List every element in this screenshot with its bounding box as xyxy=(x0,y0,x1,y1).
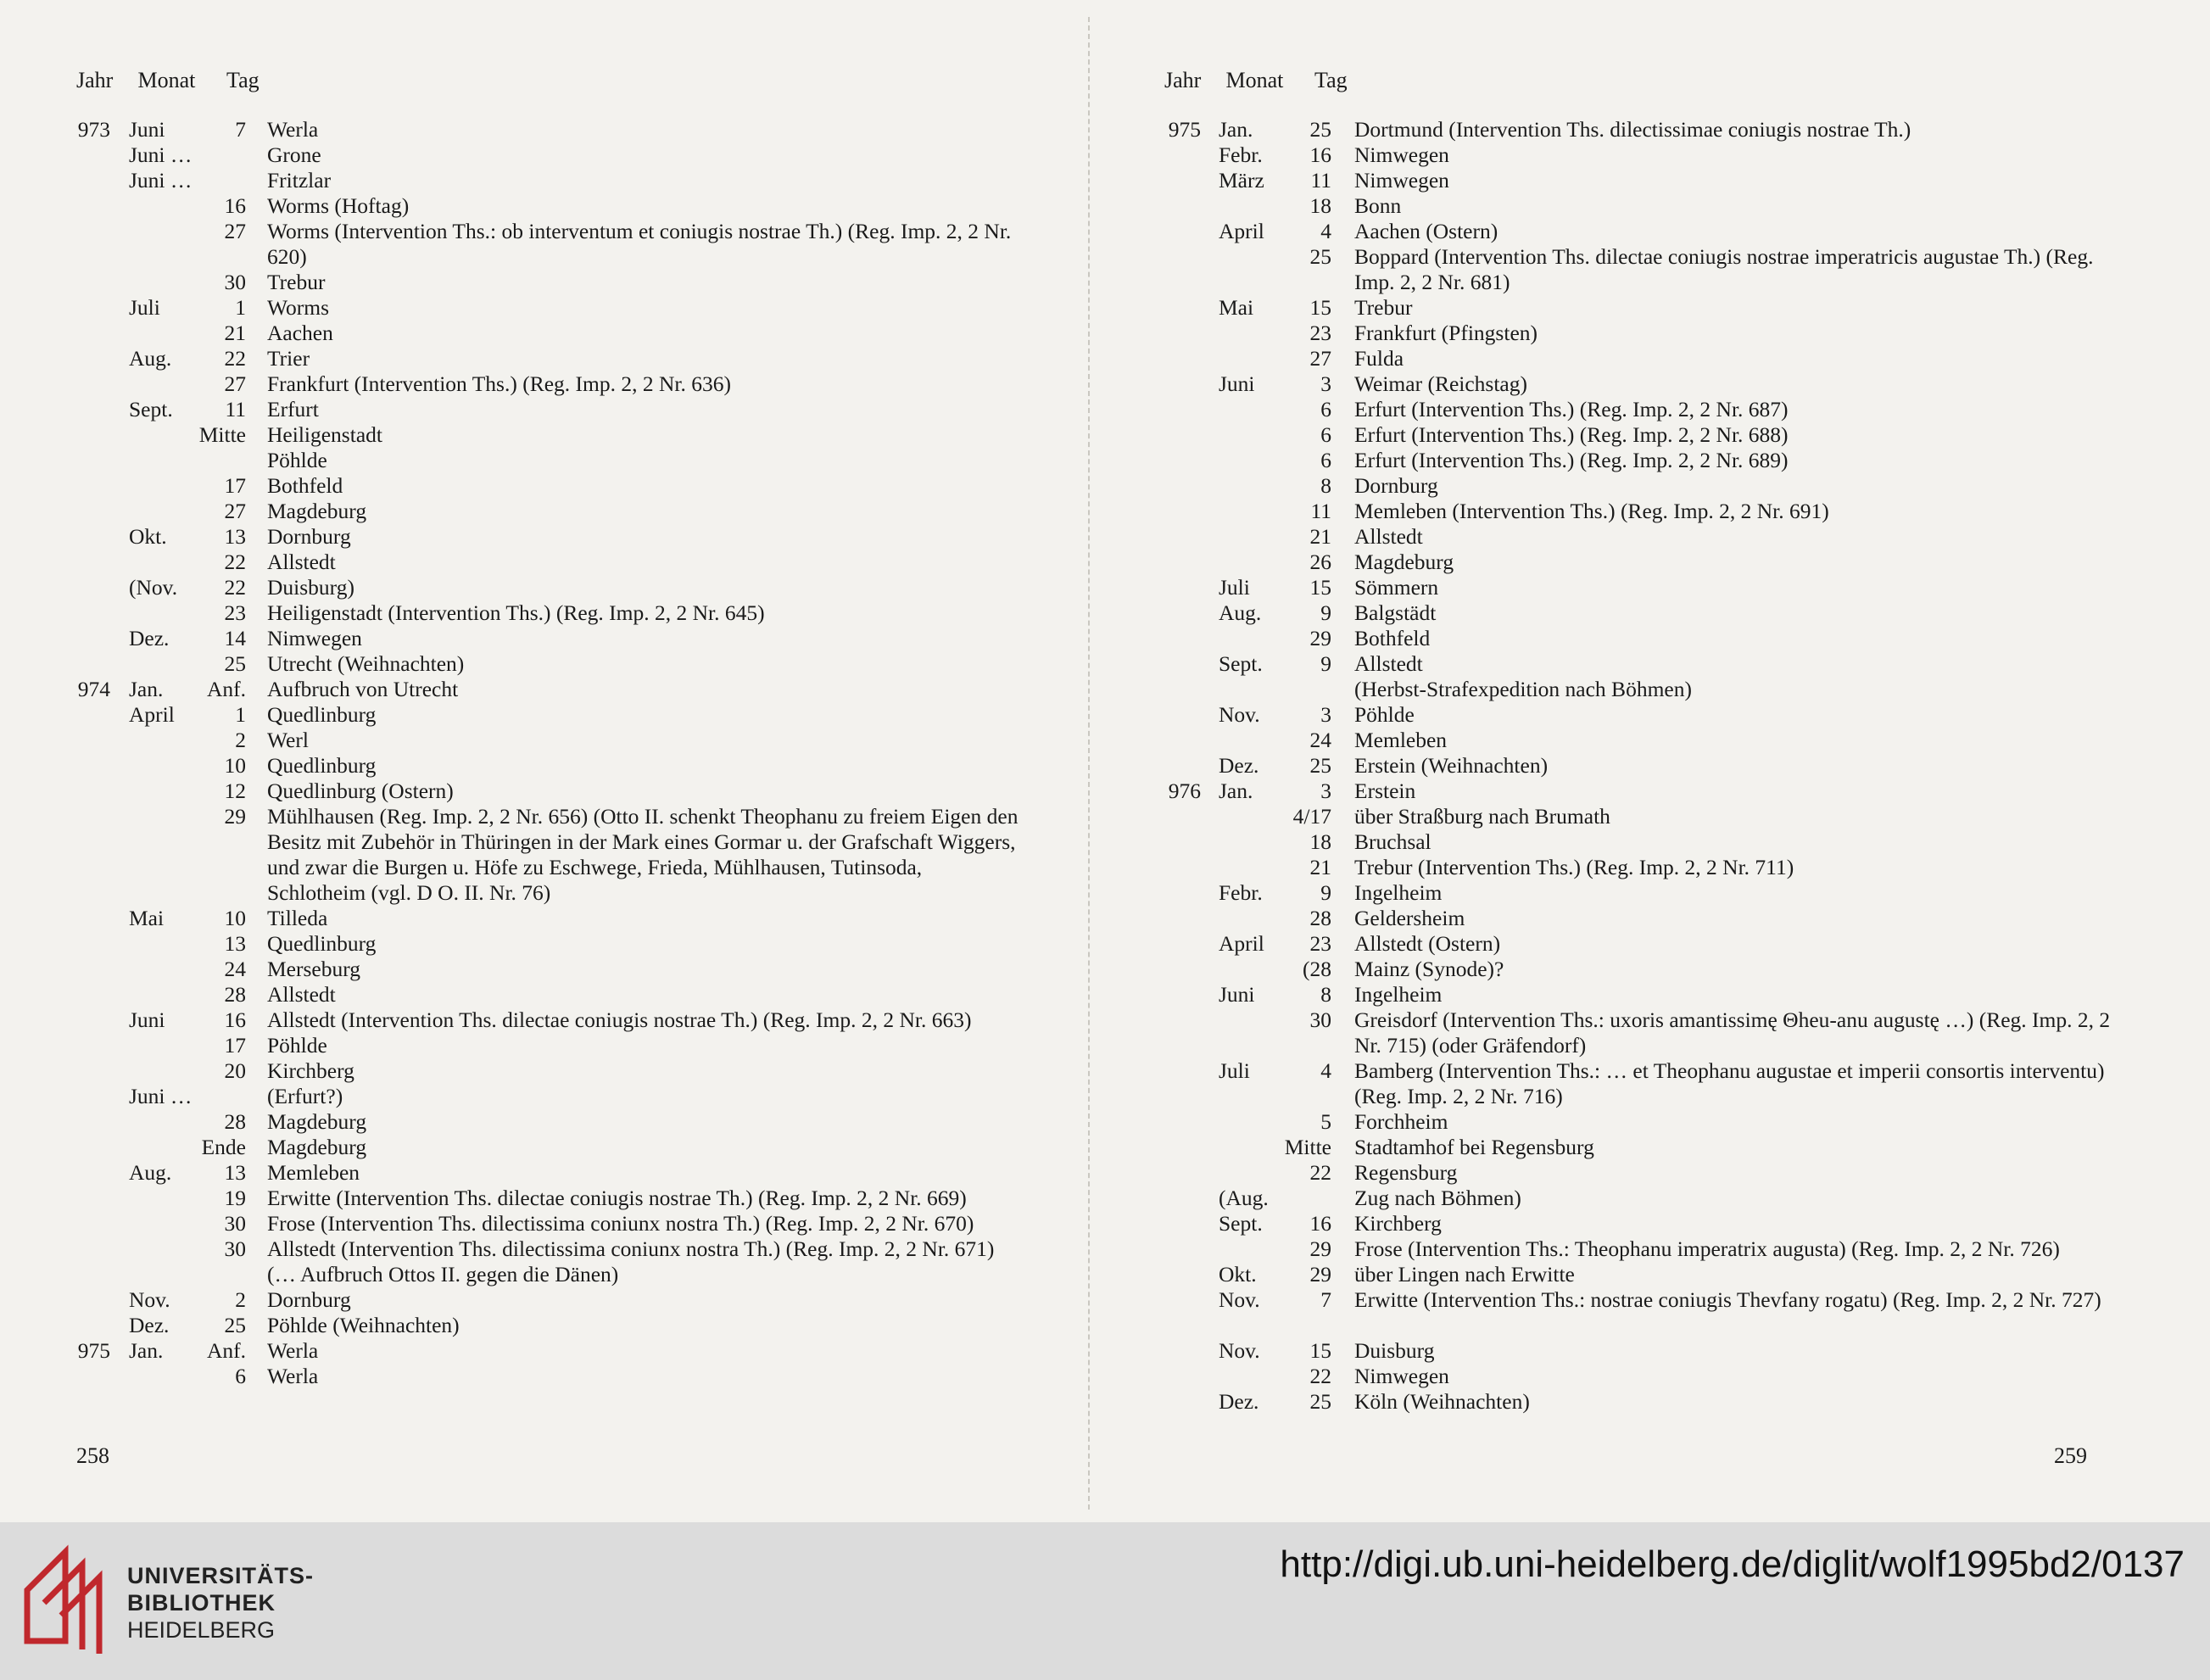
cell-entry: Pöhlde xyxy=(1354,702,1415,727)
cell-entry: Boppard (Intervention Ths. dilectae coniugis nostrae imperatricis augustae Th.) (Reg. Imp. 2, 2 Nr. 681) xyxy=(1354,244,2094,294)
cell-tag: 21 xyxy=(1309,524,1331,549)
cell-entry: Geldersheim xyxy=(1354,906,1465,930)
cell-entry: Allstedt xyxy=(267,982,336,1007)
cell-tag: 26 xyxy=(1309,550,1331,574)
page-gutter xyxy=(1088,17,1090,1510)
cell-monat: Dez. xyxy=(1219,753,1259,778)
cell-entry: Nimwegen xyxy=(267,626,362,650)
cell-entry: Pöhlde xyxy=(267,448,327,472)
cell-tag: 25 xyxy=(1309,244,1331,269)
cell-tag: 16 xyxy=(224,1007,246,1032)
cell-monat: Dez. xyxy=(1219,1389,1259,1414)
cell-entry: Kirchberg xyxy=(1354,1211,1442,1236)
cell-tag: Ende xyxy=(201,1135,246,1159)
cell-entry: (Erfurt?) xyxy=(267,1084,343,1108)
cell-tag: 13 xyxy=(224,931,246,956)
cell-entry: Erfurt (Intervention Ths.) (Reg. Imp. 2, 2 Nr. 689) xyxy=(1354,448,1789,472)
cell-jahr: 975 xyxy=(77,1338,110,1363)
cell-tag: 13 xyxy=(224,524,246,549)
cell-entry: Weimar (Reichstag) xyxy=(1354,371,1527,396)
cell-monat: Sept. xyxy=(1219,1211,1263,1236)
cell-monat: Nov. xyxy=(129,1287,170,1312)
cell-tag: 7 xyxy=(1320,1287,1331,1312)
cell-entry: Fulda xyxy=(1354,346,1404,371)
cell-entry: Heiligenstadt (Intervention Ths.) (Reg. Imp. 2, 2 Nr. 645) xyxy=(267,600,765,625)
cell-tag: 9 xyxy=(1320,651,1331,676)
cell-entry: Werla xyxy=(267,1338,319,1363)
cell-entry: Trebur (Intervention Ths.) (Reg. Imp. 2, 2 Nr. 711) xyxy=(1354,855,1794,879)
cell-entry: Magdeburg xyxy=(267,1109,367,1134)
cell-entry: Frose (Intervention Ths.: Theophanu imperatrix augusta) (Reg. Imp. 2, 2 Nr. 726) xyxy=(1354,1236,2060,1261)
cell-entry: Erwitte (Intervention Ths.: nostrae coniugis Thevfany rogatu) (Reg. Imp. 2, 2 Nr. 727) xyxy=(1354,1287,2101,1312)
cell-tag: 23 xyxy=(1309,321,1331,345)
cell-tag: 16 xyxy=(1309,1211,1331,1236)
cell-tag: 20 xyxy=(224,1058,246,1083)
cell-tag: 13 xyxy=(224,1160,246,1185)
cell-tag: 25 xyxy=(1309,753,1331,778)
cell-entry: Duisburg) xyxy=(267,575,354,600)
cell-entry: Bamberg (Intervention Ths.: … et Theophanu augustae et imperii consortis interventu) (Reg. Imp. 2, 2 Nr. 716) xyxy=(1354,1058,2105,1108)
cell-tag: 15 xyxy=(1309,295,1331,320)
cell-monat: Juni … xyxy=(129,1084,193,1108)
cell-tag: 28 xyxy=(224,982,246,1007)
library-logo-icon xyxy=(19,1539,120,1658)
cell-entry: über Straßburg nach Brumath xyxy=(1354,804,1610,829)
cell-tag: Mitte xyxy=(198,422,246,447)
cell-monat: (Nov. xyxy=(129,575,178,600)
cell-tag: 22 xyxy=(224,346,246,371)
cell-entry: Worms (Hoftag) xyxy=(267,193,410,218)
cell-entry: Trebur xyxy=(267,270,326,294)
cell-tag: 28 xyxy=(224,1109,246,1134)
cell-entry: Allstedt xyxy=(1354,651,1423,676)
cell-entry: Aachen (Ostern) xyxy=(1354,219,1498,243)
cell-monat: Aug. xyxy=(129,346,172,371)
cell-tag: 7 xyxy=(235,117,246,142)
cell-entry: Magdeburg xyxy=(267,1135,367,1159)
cell-tag: 11 xyxy=(1310,168,1331,193)
cell-entry: (Herbst-Strafexpedition nach Böhmen) xyxy=(1354,677,1692,701)
cell-tag: 1 xyxy=(235,295,246,320)
header-monat: Monat xyxy=(137,68,196,92)
cell-entry: Erfurt (Intervention Ths.) (Reg. Imp. 2, 2 Nr. 687) xyxy=(1354,397,1789,421)
cell-tag: 18 xyxy=(1309,829,1331,854)
cell-monat: Juli xyxy=(1219,575,1250,600)
cell-entry: Duisburg xyxy=(1354,1338,1435,1363)
cell-entry: Pöhlde (Weihnachten) xyxy=(267,1313,460,1337)
cell-entry: Regensburg xyxy=(1354,1160,1458,1185)
cell-entry: Erfurt xyxy=(267,397,319,421)
cell-entry: Frankfurt (Pfingsten) xyxy=(1354,321,1538,345)
cell-entry: Grone xyxy=(267,142,321,167)
cell-entry: Stadtamhof bei Regensburg xyxy=(1354,1135,1594,1159)
cell-entry: Balgstädt xyxy=(1354,600,1437,625)
cell-tag: 24 xyxy=(1309,728,1331,752)
cell-monat: Sept. xyxy=(129,397,173,421)
cell-entry: Memleben (Intervention Ths.) (Reg. Imp. 2, 2 Nr. 691) xyxy=(1354,499,1829,523)
cell-monat: Nov. xyxy=(1219,1287,1260,1312)
cell-entry: Aachen xyxy=(267,321,333,345)
cell-tag: 24 xyxy=(224,957,246,981)
cell-tag: 10 xyxy=(224,753,246,778)
cell-tag: 30 xyxy=(224,1211,246,1236)
cell-monat: Febr. xyxy=(1219,880,1263,905)
cell-tag: 5 xyxy=(1320,1109,1331,1134)
cell-tag: 3 xyxy=(1320,702,1331,727)
cell-tag: Anf. xyxy=(206,677,246,701)
cell-entry: Werla xyxy=(267,117,319,142)
cell-tag: 10 xyxy=(224,906,246,930)
cell-monat: Aug. xyxy=(1219,600,1262,625)
cell-entry: Dornburg xyxy=(267,1287,351,1312)
cell-entry: Erwitte (Intervention Ths. dilectae coniugis nostrae Th.) (Reg. Imp. 2, 2 Nr. 669) xyxy=(267,1186,967,1210)
cell-entry: Erfurt (Intervention Ths.) (Reg. Imp. 2, 2 Nr. 688) xyxy=(1354,422,1789,447)
cell-monat: Nov. xyxy=(1219,1338,1260,1363)
cell-monat: April xyxy=(1219,219,1264,243)
cell-tag: 23 xyxy=(1309,931,1331,956)
cell-entry: Quedlinburg xyxy=(267,702,377,727)
cell-monat: Jan. xyxy=(1219,117,1253,142)
cell-monat: April xyxy=(1219,931,1264,956)
cell-entry: Mainz (Synode)? xyxy=(1354,957,1504,981)
cell-entry: Utrecht (Weihnachten) xyxy=(267,651,465,676)
right-page xyxy=(1094,0,2210,1522)
cell-tag: 23 xyxy=(224,600,246,625)
cell-monat: Juni xyxy=(129,1007,165,1032)
cell-monat: Dez. xyxy=(129,1313,170,1337)
cell-tag: 29 xyxy=(1309,626,1331,650)
cell-entry: Worms (Intervention Ths.: ob interventum et coniugis nostrae Th.) (Reg. Imp. 2, 2 Nr. 620) xyxy=(267,219,1012,269)
cell-entry: Zug nach Böhmen) xyxy=(1354,1186,1521,1210)
cell-tag: 6 xyxy=(235,1364,246,1388)
cell-tag: 25 xyxy=(1309,117,1331,142)
cell-entry: Memleben xyxy=(267,1160,360,1185)
cell-tag: 30 xyxy=(224,270,246,294)
cell-tag: 22 xyxy=(1309,1364,1331,1388)
cell-tag: 6 xyxy=(1320,448,1331,472)
cell-entry: Magdeburg xyxy=(1354,550,1454,574)
cell-monat: Febr. xyxy=(1219,142,1263,167)
cell-entry: Kirchberg xyxy=(267,1058,354,1083)
cell-entry: Dornburg xyxy=(267,524,351,549)
cell-tag: 17 xyxy=(224,473,246,498)
library-name-line3: HEIDELBERG xyxy=(127,1617,276,1643)
cell-jahr: 974 xyxy=(77,677,110,701)
cell-entry: Frose (Intervention Ths. dilectissima coniunx nostra Th.) (Reg. Imp. 2, 2 Nr. 670) xyxy=(267,1211,974,1236)
cell-monat: Aug. xyxy=(129,1160,172,1185)
cell-entry: Quedlinburg xyxy=(267,931,377,956)
cell-tag: 17 xyxy=(224,1033,246,1058)
cell-monat: Sept. xyxy=(1219,651,1263,676)
cell-entry: Erstein (Weihnachten) xyxy=(1354,753,1549,778)
cell-entry: Allstedt (Intervention Ths. dilectae coniugis nostrae Th.) (Reg. Imp. 2, 2 Nr. 663) xyxy=(267,1007,972,1032)
cell-entry: Werl xyxy=(267,728,309,752)
cell-tag: 27 xyxy=(224,371,246,396)
cell-tag: 16 xyxy=(224,193,246,218)
cell-entry: Erstein xyxy=(1354,779,1416,803)
cell-tag: (28 xyxy=(1303,957,1331,981)
cell-entry: Fritzlar xyxy=(267,168,332,193)
cell-entry: Ingelheim xyxy=(1354,982,1443,1007)
cell-tag: 2 xyxy=(235,728,246,752)
cell-tag: 29 xyxy=(1309,1262,1331,1287)
cell-tag: 2 xyxy=(235,1287,246,1312)
cell-jahr: 976 xyxy=(1168,779,1201,803)
cell-entry: Frankfurt (Intervention Ths.) (Reg. Imp. 2, 2 Nr. 636) xyxy=(267,371,731,396)
cell-entry: Trier xyxy=(267,346,310,371)
cell-tag: 8 xyxy=(1320,982,1331,1007)
cell-monat: Juni xyxy=(1219,982,1255,1007)
cell-tag: 15 xyxy=(1309,1338,1331,1363)
cell-entry: Bonn xyxy=(1354,193,1402,218)
cell-tag: 21 xyxy=(1309,855,1331,879)
cell-tag: 3 xyxy=(1320,371,1331,396)
cell-tag: 22 xyxy=(1309,1160,1331,1185)
cell-monat: Jan. xyxy=(129,1338,164,1363)
permalink-url[interactable]: http://digi.ub.uni-heidelberg.de/diglit/wolf1995bd2/0137 xyxy=(1280,1543,2185,1585)
left-page xyxy=(0,0,1088,1522)
cell-monat: Mai xyxy=(129,906,165,930)
cell-entry: Dortmund (Intervention Ths. dilectissimae coniugis nostrae Th.) xyxy=(1354,117,1911,142)
cell-monat: Juni xyxy=(129,117,165,142)
left-column-headers xyxy=(76,68,260,93)
cell-entry: Pöhlde xyxy=(267,1033,327,1058)
cell-tag: 29 xyxy=(1309,1236,1331,1261)
cell-entry: Bruchsal xyxy=(1354,829,1431,854)
cell-jahr: 975 xyxy=(1168,117,1201,142)
page-number-left: 258 xyxy=(76,1443,109,1468)
cell-monat: Mai xyxy=(1219,295,1254,320)
cell-tag: 6 xyxy=(1320,397,1331,421)
header-jahr: Jahr xyxy=(1164,68,1202,92)
cell-tag: 29 xyxy=(224,804,246,829)
cell-entry: Tilleda xyxy=(267,906,328,930)
cell-monat: April xyxy=(129,702,175,727)
cell-tag: 30 xyxy=(1309,1007,1331,1032)
cell-monat: (Aug. xyxy=(1219,1186,1269,1210)
cell-entry: Bothfeld xyxy=(267,473,343,498)
library-name-line1: UNIVERSITÄTS- xyxy=(127,1563,315,1588)
cell-entry: Worms xyxy=(267,295,330,320)
cell-tag: 4 xyxy=(1320,1058,1331,1083)
cell-monat: Jan. xyxy=(1219,779,1253,803)
cell-tag: Mitte xyxy=(1284,1135,1331,1159)
cell-entry: Dornburg xyxy=(1354,473,1438,498)
cell-entry: Quedlinburg (Ostern) xyxy=(267,779,454,803)
cell-tag: 11 xyxy=(1310,499,1331,523)
cell-entry: Allstedt xyxy=(267,550,336,574)
cell-entry: Forchheim xyxy=(1354,1109,1448,1134)
cell-entry: Allstedt xyxy=(1354,524,1423,549)
cell-entry: Allstedt (Ostern) xyxy=(1354,931,1501,956)
cell-entry: über Lingen nach Erwitte xyxy=(1354,1262,1575,1287)
cell-tag: 14 xyxy=(224,626,246,650)
cell-entry: Köln (Weihnachten) xyxy=(1354,1389,1530,1414)
library-name-line2: BIBLIOTHEK xyxy=(127,1590,276,1616)
header-monat: Monat xyxy=(1225,68,1284,92)
cell-entry: Heiligenstadt xyxy=(267,422,382,447)
cell-tag: Anf. xyxy=(206,1338,246,1363)
cell-monat: Juli xyxy=(129,295,160,320)
cell-entry: Aufbruch von Utrecht xyxy=(267,677,459,701)
cell-monat: Juni … xyxy=(129,168,193,193)
header-tag: Tag xyxy=(1314,68,1348,92)
cell-tag: 27 xyxy=(224,219,246,243)
cell-entry: Nimwegen xyxy=(1354,168,1449,193)
cell-tag: 9 xyxy=(1320,880,1331,905)
cell-monat: Okt. xyxy=(129,524,167,549)
cell-tag: 22 xyxy=(224,550,246,574)
cell-tag: 9 xyxy=(1320,600,1331,625)
cell-tag: 1 xyxy=(235,702,246,727)
cell-monat: Juni … xyxy=(129,142,193,167)
cell-monat: Jan. xyxy=(129,677,164,701)
cell-entry: Ingelheim xyxy=(1354,880,1443,905)
cell-entry: Trebur xyxy=(1354,295,1413,320)
cell-entry: Mühlhausen (Reg. Imp. 2, 2 Nr. 656) (Otto II. schenkt Theophanu zu freiem Eigen den Besitz mit Zubehör in Thüringen in der Mark eines Gormar u. der Grafschaft Wiggers, und zwar die Burgen u. Höfe zu Eschwege, Frieda, Mühlhausen, Tutinsoda, Schlotheim (vgl. D O. II. Nr. 76) xyxy=(267,804,1018,905)
cell-tag: 15 xyxy=(1309,575,1331,600)
cell-tag: 6 xyxy=(1320,422,1331,447)
cell-entry: Werla xyxy=(267,1364,319,1388)
cell-entry: Greisdorf (Intervention Ths.: uxoris amantissimę Θheu-anu augustę …) (Reg. Imp. 2, 2 Nr. 715) (oder Gräfendorf) xyxy=(1354,1007,2111,1058)
cell-tag: 3 xyxy=(1320,779,1331,803)
right-column-headers xyxy=(1164,68,1348,93)
cell-tag: 4/17 xyxy=(1292,804,1331,829)
cell-tag: 21 xyxy=(224,321,246,345)
cell-monat: März xyxy=(1219,168,1264,193)
cell-tag: 18 xyxy=(1309,193,1331,218)
cell-monat: Juli xyxy=(1219,1058,1250,1083)
cell-entry: Memleben xyxy=(1354,728,1448,752)
cell-tag: 30 xyxy=(224,1236,246,1261)
cell-entry: Allstedt (Intervention Ths. dilectissima coniunx nostra Th.) (Reg. Imp. 2, 2 Nr. 671) (… Aufbruch Ottos II. gegen die Dänen) xyxy=(267,1236,995,1287)
cell-tag: 27 xyxy=(1309,346,1331,371)
cell-jahr: 973 xyxy=(77,117,110,142)
cell-tag: 16 xyxy=(1309,142,1331,167)
cell-entry: Merseburg xyxy=(267,957,361,981)
cell-tag: 19 xyxy=(224,1186,246,1210)
header-jahr: Jahr xyxy=(76,68,114,92)
cell-tag: 22 xyxy=(224,575,246,600)
cell-entry: Bothfeld xyxy=(1354,626,1431,650)
cell-tag: 11 xyxy=(225,397,246,421)
cell-tag: 25 xyxy=(1309,1389,1331,1414)
cell-entry: Magdeburg xyxy=(267,499,367,523)
cell-monat: Dez. xyxy=(129,626,170,650)
page-number-right: 259 xyxy=(2054,1443,2087,1468)
cell-monat: Juni xyxy=(1219,371,1255,396)
cell-tag: 25 xyxy=(224,1313,246,1337)
cell-monat: Nov. xyxy=(1219,702,1260,727)
cell-tag: 4 xyxy=(1320,219,1331,243)
cell-tag: 8 xyxy=(1320,473,1331,498)
cell-entry: Sömmern xyxy=(1354,575,1439,600)
library-name xyxy=(127,1562,314,1644)
cell-entry: Nimwegen xyxy=(1354,1364,1449,1388)
cell-tag: 12 xyxy=(224,779,246,803)
cell-monat: Okt. xyxy=(1219,1262,1257,1287)
cell-entry: Quedlinburg xyxy=(267,753,377,778)
cell-tag: 28 xyxy=(1309,906,1331,930)
cell-tag: 27 xyxy=(224,499,246,523)
header-tag: Tag xyxy=(226,68,260,92)
cell-tag: 25 xyxy=(224,651,246,676)
cell-entry: Nimwegen xyxy=(1354,142,1449,167)
